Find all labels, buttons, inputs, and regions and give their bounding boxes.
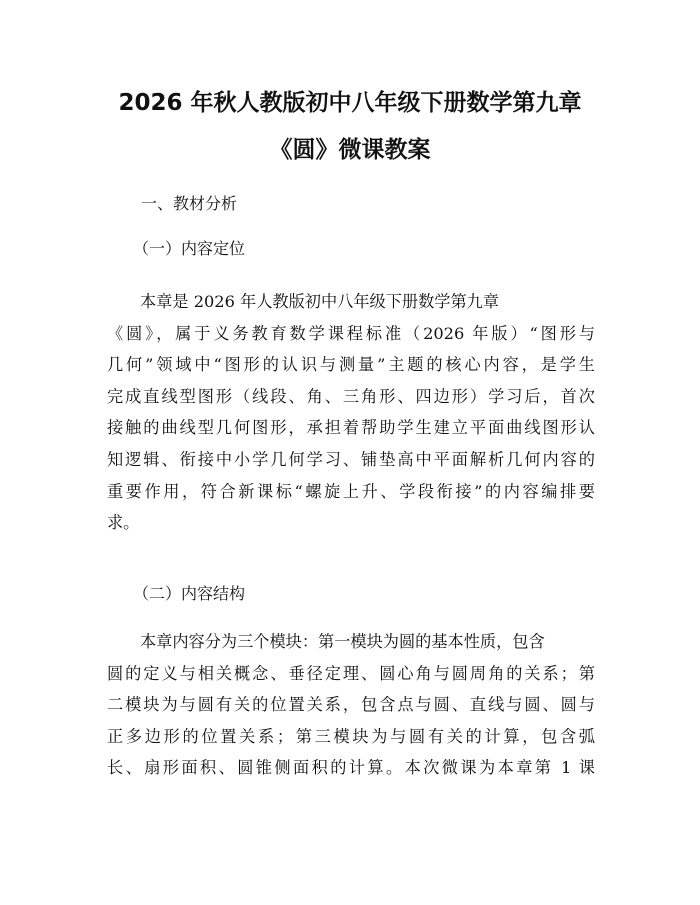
paragraph-content-positioning xyxy=(107,286,595,539)
paragraph-line: 重要作用，符合新课标“螺旋上升、学段衔接”的内容编排要 xyxy=(107,481,595,501)
paragraph-line: 本章内容分为三个模块：第一模块为圆的基本性质，包含 xyxy=(140,632,545,651)
paragraph-line: 长、扇形面积、圆锥侧面积的计算。本次微课为本章第 1 课 xyxy=(107,758,595,778)
paragraph-line: 知逻辑、衔接中小学几何学习、铺垫高中平面解析几何内容的 xyxy=(107,449,595,469)
paragraph-line: 求。 xyxy=(107,513,140,533)
paragraph-line: 圆的定义与相关概念、垂径定理、圆心角与圆周角的关系；第 xyxy=(107,663,595,683)
paragraph-line: 本章是 2026 年人教版初中八年级下册数学第九章 xyxy=(140,292,500,311)
paragraph-line: 二模块为与圆有关的位置关系，包含点与圆、直线与圆、圆与 xyxy=(107,695,595,715)
paragraph-line: 接触的曲线型几何图形，承担着帮助学生建立平面曲线图形认 xyxy=(107,418,595,438)
subsection-heading-content-structure: （二）内容结构 xyxy=(133,584,246,603)
paragraph-content-structure xyxy=(107,626,595,784)
subsection-heading-content-positioning: （一）内容定位 xyxy=(133,239,246,258)
paragraph-line: 正多边形的位置关系；第三模块为与圆有关的计算，包含弧 xyxy=(107,726,595,746)
document-title-line-1: 2026 年秋人教版初中八年级下册数学第九章 xyxy=(118,90,582,116)
document-title-line-2: 《圆》微课教案 xyxy=(269,137,431,163)
paragraph-line: 《圆》，属于义务教育数学课程标准（2026 年版）“图形与 xyxy=(107,323,595,343)
section-heading-textbook-analysis: 一、教材分析 xyxy=(141,194,238,213)
paragraph-line: 完成直线型图形（线段、角、三角形、四边形）学习后，首次 xyxy=(107,386,595,406)
paragraph-line: 几何”领域中“图形的认识与测量”主题的核心内容，是学生 xyxy=(107,355,595,375)
